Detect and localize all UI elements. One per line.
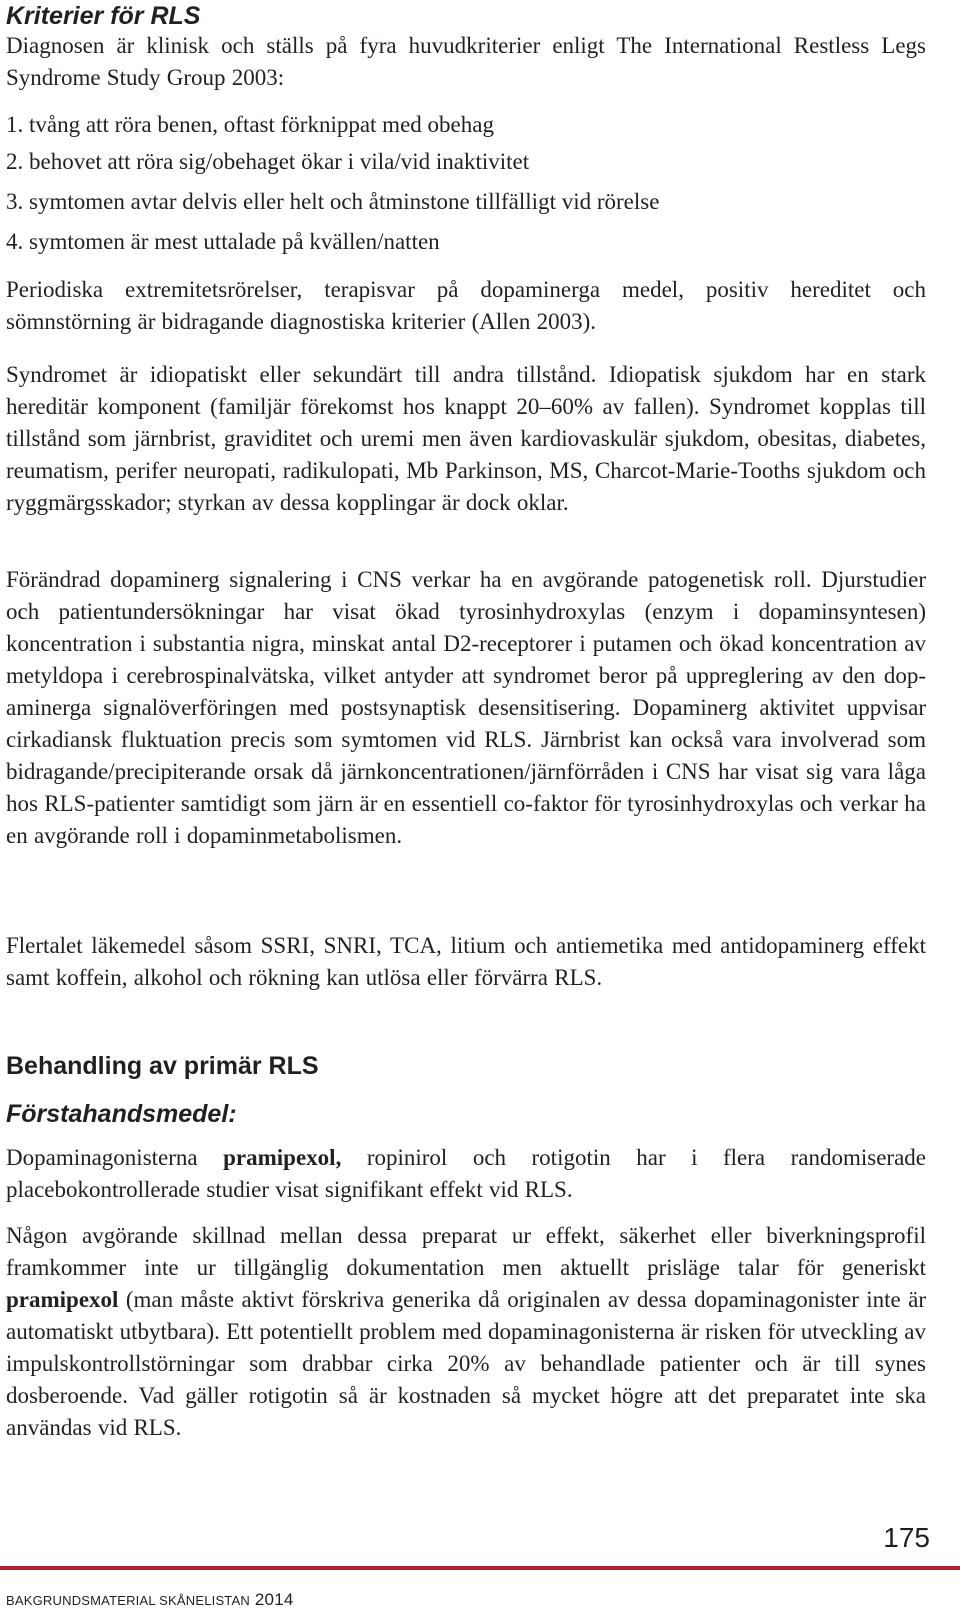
drug-trigger-paragraph: Flertalet läkemedel såsom SSRI, SNRI, TCA, litium och antiemetika med antidopaminerg effekt samt koffein, alkohol och rökning kan utlösa eller förvärra RLS. [6,933,926,990]
footer-rule [0,1566,960,1570]
paragraph-text-start: Dopaminagonisterna [6,1145,224,1170]
footer-publication [6,1590,294,1610]
paragraph-text-end: (man måste aktivt förskriva generika då originalen av dessa dopaminagonister inte är automatiskt utbytbara). Ett potentiellt problem med dopaminagonisterna är risken för utveckling av impulskontrollstörningar som drabbar cirka 20% av behandlade patienter och är till synes dosberoende. Vad gäller rotigotin så är kostnaden så mycket högre att det preparatet inte ska användas vid RLS. [6,1287,926,1440]
paragraph-text-start: Någon avgörande skillnad mellan dessa preparat ur effekt, säkerhet eller biverkningsprofil framkommer inte ur tillgänglig dokumentation men aktuellt prisläge talar för generiskt [6,1223,926,1280]
treatment-heading: Behandling av primär RLS [6,1052,319,1080]
criteria-item-3: 3. symtomen avtar delvis eller helt och åtminstone tillfälligt vid rörelse [6,189,660,214]
first-line-subheading: Förstahandsmedel: [6,1100,237,1128]
drug-name-pramipexol: pramipexol, [223,1145,342,1170]
pathogenesis-paragraph: Förändrad dopaminerg signalering i CNS verkar ha en avgörande patogenetisk roll. Djurstudier och patientundersökningar har visat ökad tyrosinhydroxylas (enzym i dopaminsyntesen) koncentration i substantia nigra, minskat antal D2-receptorer i putamen och ökad koncentration av metyldopa i cerebrospinalvätska, vilket antyder att syndromet beror på uppreglering av den dopaminerga signalöverföringen med postsynaptisk desensitisering. Dopaminerg aktivitet uppvisar cirkadiansk fluktuation precis som symtomen vid RLS. Järnbrist kan också vara involverad som bidragande/precipiterande orsak då järnkoncentrationen/järnförråden i CNS har visat sig vara låga hos RLS-patienter samtidigt som järn är en essentiell co-faktor för tyrosinhydroxylas och verkar ha en avgörande roll i dopaminmetabolismen. [6,567,926,848]
dopamine-agonist-paragraph [6,1142,926,1206]
criteria-item-1: 1. tvång att röra benen, oftast förknippat med obehag [6,112,494,137]
criteria-intro: Diagnosen är klinisk och ställs på fyra huvudkriterier enligt The International Restless Legs Syndrome Study Group 2003: [6,33,926,90]
criteria-item-2: 2. behovet att röra sig/obehaget ökar i vila/vid inaktivitet [6,149,530,174]
etiology-paragraph: Syndromet är idiopatiskt eller sekundärt till andra tillstånd. Idiopatisk sjukdom har en stark hereditär komponent (familjär förekomst hos knappt 20–60% av fallen). Syndromet kopplas till tillstånd som järnbrist, graviditet och uremi men även kardiovaskulär sjukdom, obesitas, diabetes, reumatism, perifer neuropati, radikulopati, Mb Parkinson, MS, Charcot-Marie-Tooths sjukdom och ryggmärgsskador; styrkan av dessa kopplingar är dock oklar. [6,362,926,515]
generic-pramipexol-paragraph [6,1220,926,1444]
publication-year: 2014 [254,1590,294,1609]
paragraph-text-end: ropinirol och rotigotin har i flera randomiserade placebokontrollerade studier visat signifikant effekt vid RLS. [6,1145,926,1202]
criteria-item-4: 4. symtomen är mest uttalade på kvällen/natten [6,229,440,254]
publication-name: BAKGRUNDSMATERIAL SKÅNELISTAN [6,1593,250,1608]
page-number: 175 [883,1522,930,1553]
criteria-heading: Kriterier för RLS [6,2,201,30]
drug-name-pramipexol: pramipexol [6,1287,119,1312]
supportive-criteria-paragraph: Periodiska extremitetsrörelser, terapisvar på dopaminerga medel, positiv hereditet och sömnstörning är bidragande diagnostiska kriterier (Allen 2003). [6,277,926,334]
